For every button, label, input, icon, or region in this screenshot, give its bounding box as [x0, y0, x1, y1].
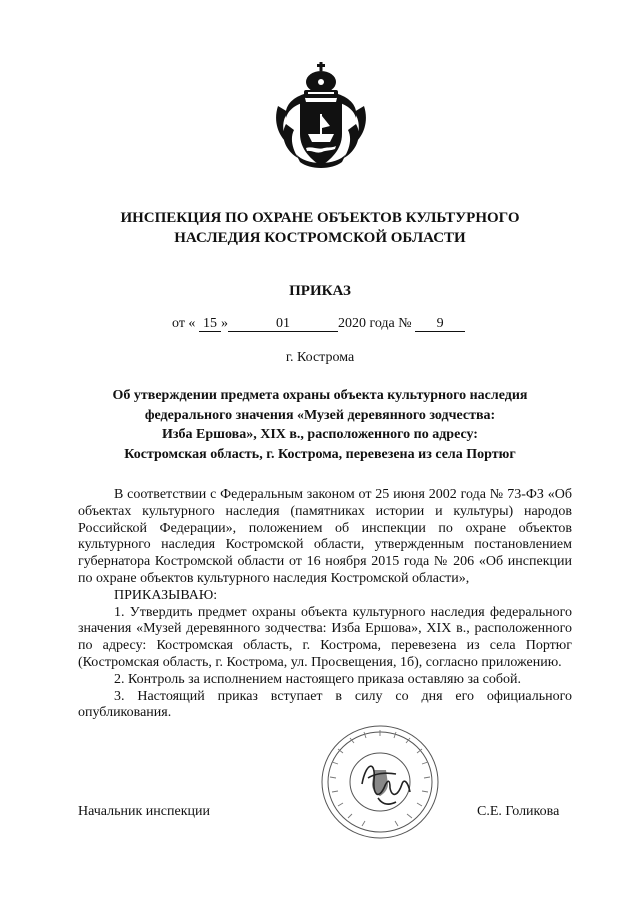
- organization-name-line2: НАСЛЕДИЯ КОСТРОМСКОЙ ОБЛАСТИ: [174, 230, 466, 246]
- signature-name: С.Е. Голикова: [477, 804, 560, 819]
- organization-name-line1: ИНСПЕКЦИЯ ПО ОХРАНЕ ОБЪЕКТОВ КУЛЬТУРНОГО: [120, 210, 520, 226]
- preamble-paragraph: В соответствии с Федеральным законом от 25 июня 2002 года № 73-ФЗ «Об объектах культурного наследия (памятниках истории и культуры) народов Российской Федерации», положением об инспекции по охране объектов культурного наследия Костромской области, утвержденным постановлением губернатора Костромской области от 16 ноября 2015 года № 206 «Об инспекции по охране объектов культурного наследия Костромской области»,: [78, 487, 572, 586]
- subject-line3: Изба Ершова», XIX в., расположенного по адресу:: [162, 427, 478, 442]
- subject-line1: Об утверждении предмета охраны объекта культурного наследия: [112, 388, 528, 403]
- coat-of-arms-icon: [272, 62, 370, 170]
- subject-line2: федерального значения «Музей деревянного зодчества:: [144, 407, 496, 423]
- orders-word: ПРИКАЗЫВАЮ:: [114, 587, 218, 603]
- order-item-1: 1. Утвердить предмет охраны объекта культурного наследия федерального значения «Музей деревянного зодчества: Изба Ершова», XIX в., расположенного по адресу: Костромская область, г. Кострома, перевезена из села Портюг (Костромская область, г. Кострома, ул. Просвещения, 1б), согласно приложению.: [78, 604, 572, 670]
- official-seal-icon: [318, 722, 442, 842]
- order-item-3: 3. Настоящий приказ вступает в силу со дня его официального опубликования.: [78, 688, 572, 721]
- city-label: г. Кострома: [285, 350, 355, 365]
- order-month: 01: [228, 316, 338, 332]
- order-title: ПРИКАЗ: [289, 283, 351, 299]
- day-close-quote: »: [220, 316, 228, 331]
- order-subject: [90, 386, 550, 464]
- order-year-text: 2020 года №: [337, 316, 412, 331]
- order-date-number-line: [172, 316, 465, 332]
- signature-position: Начальник инспекции: [78, 804, 210, 819]
- from-label: от «: [172, 316, 196, 331]
- subject-line4: Костромская область, г. Кострома, перевезена из села Портюг: [124, 446, 516, 462]
- order-body: [78, 487, 572, 722]
- order-day: 15: [199, 316, 221, 332]
- order-item-2: 2. Контроль за исполнением настоящего приказа оставляю за собой.: [114, 671, 522, 687]
- order-number: 9: [415, 316, 465, 332]
